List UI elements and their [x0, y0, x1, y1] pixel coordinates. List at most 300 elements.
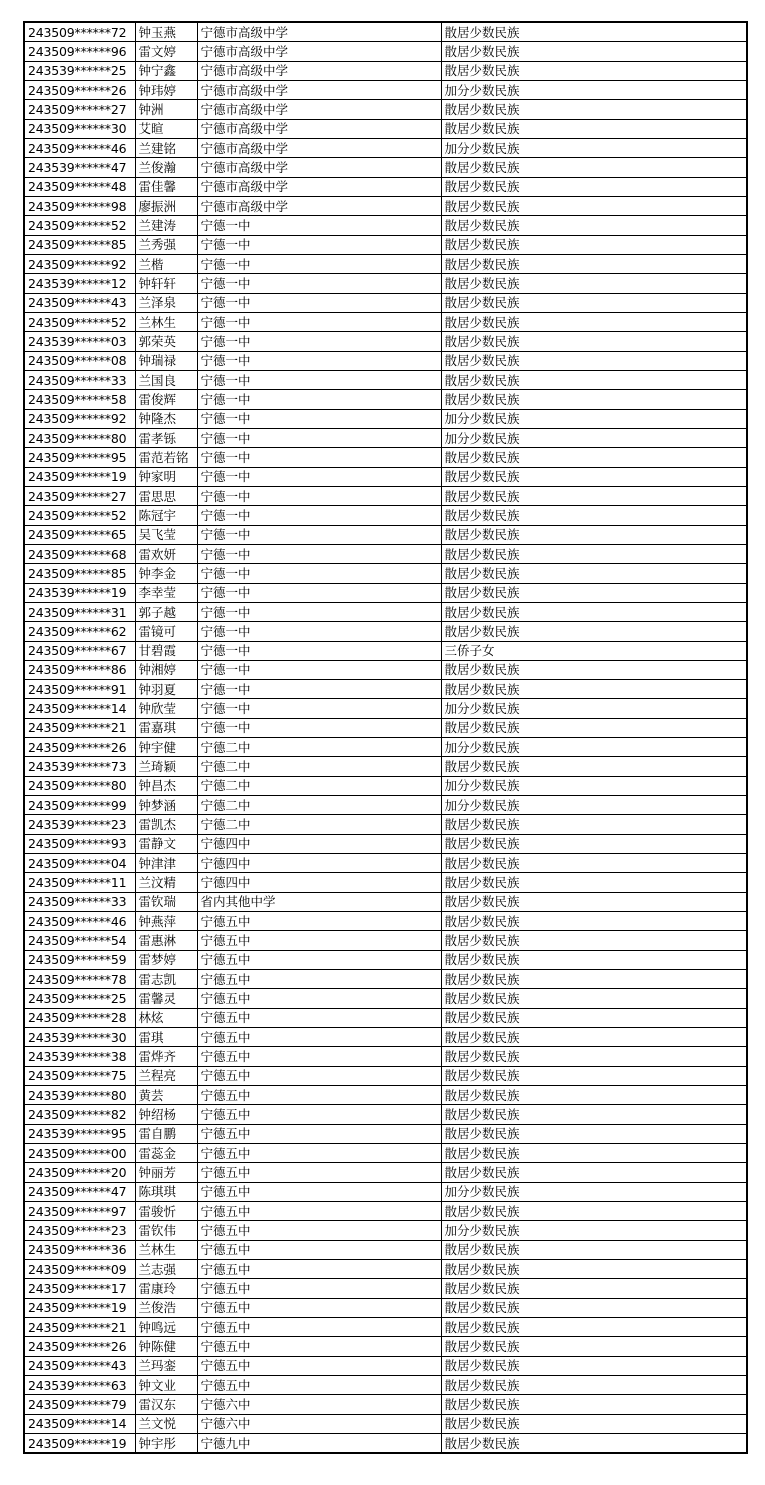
- candidate-id-cell: 243509******46: [24, 912, 135, 931]
- candidate-id-cell: 243509******19: [24, 1298, 135, 1317]
- school-cell: 宁德一中: [197, 622, 441, 641]
- candidate-id-cell: 243509******79: [24, 1395, 135, 1414]
- school-cell: 宁德五中: [197, 989, 441, 1008]
- student-name-cell: 雷范若铭: [135, 448, 197, 467]
- category-cell: 散居少数民族: [441, 1433, 747, 1453]
- table-row: [24, 351, 747, 370]
- student-name-cell: 雷烨齐: [135, 1047, 197, 1066]
- school-cell: 宁德五中: [197, 1105, 441, 1124]
- category-cell: 散居少数民族: [441, 1124, 747, 1143]
- school-cell: 宁德五中: [197, 1356, 441, 1375]
- school-cell: 宁德一中: [197, 699, 441, 718]
- table-row: [24, 1163, 747, 1182]
- table-row: [24, 42, 747, 61]
- student-name-cell: 钟玉燕: [135, 22, 197, 42]
- category-cell: 加分少数民族: [441, 776, 747, 795]
- category-cell: 散居少数民族: [441, 989, 747, 1008]
- student-name-cell: 兰琦颖: [135, 757, 197, 776]
- category-cell: 散居少数民族: [441, 564, 747, 583]
- candidate-id-cell: 243509******00: [24, 1144, 135, 1163]
- student-name-cell: 钟梦涵: [135, 796, 197, 815]
- school-cell: 宁德二中: [197, 757, 441, 776]
- student-name-cell: 雷骏忻: [135, 1202, 197, 1221]
- student-name-cell: 兰文悦: [135, 1414, 197, 1433]
- student-name-cell: 钟隆杰: [135, 409, 197, 428]
- table-row: [24, 989, 747, 1008]
- candidate-id-cell: 243539******25: [24, 61, 135, 80]
- student-name-cell: 钟李金: [135, 564, 197, 583]
- school-cell: 宁德五中: [197, 1144, 441, 1163]
- category-cell: 散居少数民族: [441, 970, 747, 989]
- candidate-id-cell: 243539******80: [24, 1086, 135, 1105]
- candidate-id-cell: 243509******59: [24, 950, 135, 969]
- category-cell: 散居少数民族: [441, 660, 747, 679]
- school-cell: 宁德市高级中学: [197, 22, 441, 42]
- student-name-cell: 吴飞莹: [135, 525, 197, 544]
- table-row: [24, 61, 747, 80]
- student-name-cell: 雷志凯: [135, 970, 197, 989]
- category-cell: 加分少数民族: [441, 699, 747, 718]
- table-row: [24, 100, 747, 119]
- school-cell: 宁德一中: [197, 351, 441, 370]
- school-cell: 宁德六中: [197, 1395, 441, 1414]
- student-name-cell: 兰俊浩: [135, 1298, 197, 1317]
- school-cell: 宁德二中: [197, 776, 441, 795]
- student-name-cell: 钟昌杰: [135, 776, 197, 795]
- category-cell: 加分少数民族: [441, 1221, 747, 1240]
- student-name-cell: 雷嘉琪: [135, 718, 197, 737]
- school-cell: 宁德五中: [197, 1240, 441, 1259]
- table-row: [24, 1433, 747, 1453]
- student-name-cell: 兰玛銮: [135, 1356, 197, 1375]
- candidate-id-cell: 243509******85: [24, 564, 135, 583]
- candidate-id-cell: 243509******52: [24, 216, 135, 235]
- table-row: [24, 467, 747, 486]
- school-cell: 宁德一中: [197, 370, 441, 389]
- table-row: [24, 680, 747, 699]
- student-name-cell: 雷自鹏: [135, 1124, 197, 1143]
- table-row: [24, 718, 747, 737]
- table-row: [24, 196, 747, 215]
- candidate-id-cell: 243509******27: [24, 100, 135, 119]
- category-cell: 散居少数民族: [441, 312, 747, 331]
- category-cell: 散居少数民族: [441, 274, 747, 293]
- table-row: [24, 1375, 747, 1394]
- student-name-cell: 雷佳馨: [135, 177, 197, 196]
- category-cell: 散居少数民族: [441, 1240, 747, 1259]
- student-name-cell: 钟宁鑫: [135, 61, 197, 80]
- school-cell: 宁德一中: [197, 602, 441, 621]
- category-cell: 散居少数民族: [441, 448, 747, 467]
- category-cell: 散居少数民族: [441, 506, 747, 525]
- category-cell: 加分少数民族: [441, 80, 747, 99]
- school-cell: 宁德一中: [197, 506, 441, 525]
- table-row: [24, 1260, 747, 1279]
- candidate-id-cell: 243509******27: [24, 486, 135, 505]
- table-row: [24, 854, 747, 873]
- category-cell: 散居少数民族: [441, 370, 747, 389]
- category-cell: 散居少数民族: [441, 525, 747, 544]
- category-cell: 散居少数民族: [441, 1395, 747, 1414]
- table-row: [24, 834, 747, 853]
- school-cell: 宁德二中: [197, 815, 441, 834]
- candidate-id-cell: 243509******93: [24, 834, 135, 853]
- candidate-id-cell: 243509******85: [24, 235, 135, 254]
- candidate-id-cell: 243509******52: [24, 312, 135, 331]
- school-cell: 宁德四中: [197, 834, 441, 853]
- candidate-id-cell: 243509******31: [24, 602, 135, 621]
- category-cell: 散居少数民族: [441, 177, 747, 196]
- student-name-cell: 钟津津: [135, 854, 197, 873]
- school-cell: 宁德市高级中学: [197, 80, 441, 99]
- student-name-cell: 雷俊辉: [135, 390, 197, 409]
- category-cell: 散居少数民族: [441, 1298, 747, 1317]
- school-cell: 宁德五中: [197, 1317, 441, 1336]
- candidate-id-cell: 243509******43: [24, 293, 135, 312]
- category-cell: 散居少数民族: [441, 1279, 747, 1298]
- student-name-cell: 李幸莹: [135, 583, 197, 602]
- student-name-cell: 兰建铭: [135, 138, 197, 157]
- student-name-cell: 钟玮婷: [135, 80, 197, 99]
- candidate-id-cell: 243509******25: [24, 989, 135, 1008]
- candidate-id-cell: 243509******82: [24, 1105, 135, 1124]
- table-row: [24, 1124, 747, 1143]
- table-row: [24, 602, 747, 621]
- candidate-id-cell: 243509******97: [24, 1202, 135, 1221]
- student-name-cell: 甘碧霞: [135, 641, 197, 660]
- student-name-cell: 兰俊瀚: [135, 158, 197, 177]
- school-cell: 宁德五中: [197, 1047, 441, 1066]
- school-cell: 宁德五中: [197, 1008, 441, 1027]
- candidate-id-cell: 243539******47: [24, 158, 135, 177]
- student-name-cell: 雷惠淋: [135, 931, 197, 950]
- school-cell: 宁德一中: [197, 680, 441, 699]
- category-cell: 散居少数民族: [441, 486, 747, 505]
- student-name-cell: 兰楷: [135, 254, 197, 273]
- candidate-id-cell: 243509******09: [24, 1260, 135, 1279]
- school-cell: 宁德五中: [197, 1163, 441, 1182]
- student-name-cell: 林炫: [135, 1008, 197, 1027]
- student-name-cell: 郭子越: [135, 602, 197, 621]
- category-cell: 散居少数民族: [441, 42, 747, 61]
- student-name-cell: 钟燕萍: [135, 912, 197, 931]
- school-cell: 宁德四中: [197, 854, 441, 873]
- candidate-id-cell: 243539******95: [24, 1124, 135, 1143]
- table-row: [24, 622, 747, 641]
- category-cell: 散居少数民族: [441, 61, 747, 80]
- table-row: [24, 119, 747, 138]
- student-name-cell: 雷钦瑞: [135, 892, 197, 911]
- table-row: [24, 1028, 747, 1047]
- school-cell: 宁德一中: [197, 486, 441, 505]
- candidate-id-cell: 243509******36: [24, 1240, 135, 1259]
- category-cell: 散居少数民族: [441, 718, 747, 737]
- table-row: [24, 158, 747, 177]
- school-cell: 宁德五中: [197, 1182, 441, 1201]
- category-cell: 散居少数民族: [441, 158, 747, 177]
- category-cell: 散居少数民族: [441, 1105, 747, 1124]
- candidate-id-cell: 243509******67: [24, 641, 135, 660]
- table-row: [24, 931, 747, 950]
- student-name-cell: 雷汉东: [135, 1395, 197, 1414]
- school-cell: 宁德五中: [197, 931, 441, 950]
- school-cell: 宁德五中: [197, 1279, 441, 1298]
- table-row: [24, 738, 747, 757]
- candidate-id-cell: 243509******47: [24, 1182, 135, 1201]
- category-cell: 散居少数民族: [441, 950, 747, 969]
- table-row: [24, 1008, 747, 1027]
- candidate-id-cell: 243509******98: [24, 196, 135, 215]
- category-cell: 散居少数民族: [441, 293, 747, 312]
- table-row: [24, 1317, 747, 1336]
- table-row: [24, 409, 747, 428]
- student-name-cell: 钟鸣远: [135, 1317, 197, 1336]
- category-cell: 加分少数民族: [441, 138, 747, 157]
- candidate-id-cell: 243509******43: [24, 1356, 135, 1375]
- candidate-id-cell: 243509******48: [24, 177, 135, 196]
- category-cell: 散居少数民族: [441, 912, 747, 931]
- school-cell: 宁德五中: [197, 1337, 441, 1356]
- table-row: [24, 254, 747, 273]
- table-row: [24, 815, 747, 834]
- candidate-id-cell: 243509******23: [24, 1221, 135, 1240]
- candidate-id-cell: 243509******58: [24, 390, 135, 409]
- school-cell: 宁德一中: [197, 583, 441, 602]
- table-row: [24, 1395, 747, 1414]
- candidate-id-cell: 243509******19: [24, 1433, 135, 1453]
- candidate-id-cell: 243539******03: [24, 332, 135, 351]
- candidate-id-cell: 243539******19: [24, 583, 135, 602]
- table-row: [24, 332, 747, 351]
- student-name-cell: 廖振洲: [135, 196, 197, 215]
- category-cell: 散居少数民族: [441, 1086, 747, 1105]
- student-name-cell: 兰林生: [135, 312, 197, 331]
- table-row: [24, 544, 747, 563]
- school-cell: 宁德九中: [197, 1433, 441, 1453]
- category-cell: 散居少数民族: [441, 931, 747, 950]
- school-cell: 宁德一中: [197, 409, 441, 428]
- student-name-cell: 雷欢妍: [135, 544, 197, 563]
- category-cell: 加分少数民族: [441, 428, 747, 447]
- category-cell: 加分少数民族: [441, 409, 747, 428]
- student-name-cell: 钟洲: [135, 100, 197, 119]
- student-name-cell: 兰泽泉: [135, 293, 197, 312]
- student-name-cell: 雷康玲: [135, 1279, 197, 1298]
- candidate-id-cell: 243509******26: [24, 80, 135, 99]
- school-cell: 宁德二中: [197, 738, 441, 757]
- school-cell: 宁德市高级中学: [197, 158, 441, 177]
- table-row: [24, 1144, 747, 1163]
- school-cell: 宁德一中: [197, 428, 441, 447]
- category-cell: 散居少数民族: [441, 351, 747, 370]
- candidate-id-cell: 243509******72: [24, 22, 135, 42]
- table-row: [24, 525, 747, 544]
- school-cell: 宁德五中: [197, 950, 441, 969]
- category-cell: 散居少数民族: [441, 815, 747, 834]
- category-cell: 散居少数民族: [441, 254, 747, 273]
- category-cell: 散居少数民族: [441, 680, 747, 699]
- candidate-id-cell: 243509******75: [24, 1066, 135, 1085]
- candidate-id-cell: 243509******86: [24, 660, 135, 679]
- category-cell: 散居少数民族: [441, 1028, 747, 1047]
- student-name-cell: 兰国良: [135, 370, 197, 389]
- candidate-id-cell: 243509******33: [24, 892, 135, 911]
- category-cell: 散居少数民族: [441, 544, 747, 563]
- category-cell: 散居少数民族: [441, 873, 747, 892]
- school-cell: 宁德市高级中学: [197, 119, 441, 138]
- table-row: [24, 312, 747, 331]
- school-cell: 宁德一中: [197, 641, 441, 660]
- table-row: [24, 950, 747, 969]
- school-cell: 宁德五中: [197, 912, 441, 931]
- school-cell: 宁德市高级中学: [197, 42, 441, 61]
- category-cell: 散居少数民族: [441, 100, 747, 119]
- school-cell: 宁德市高级中学: [197, 138, 441, 157]
- category-cell: 散居少数民族: [441, 834, 747, 853]
- category-cell: 散居少数民族: [441, 235, 747, 254]
- table-row: [24, 1221, 747, 1240]
- table-row: [24, 293, 747, 312]
- table-row: [24, 1066, 747, 1085]
- table-row: [24, 641, 747, 660]
- table-row: [24, 583, 747, 602]
- school-cell: 宁德一中: [197, 274, 441, 293]
- table-row: [24, 776, 747, 795]
- table-row: [24, 274, 747, 293]
- school-cell: 省内其他中学: [197, 892, 441, 911]
- table-row: [24, 699, 747, 718]
- category-cell: 散居少数民族: [441, 1375, 747, 1394]
- student-name-cell: 艾暄: [135, 119, 197, 138]
- category-cell: 散居少数民族: [441, 1260, 747, 1279]
- school-cell: 宁德一中: [197, 564, 441, 583]
- table-row: [24, 660, 747, 679]
- student-name-cell: 雷馨灵: [135, 989, 197, 1008]
- school-cell: 宁德五中: [197, 1260, 441, 1279]
- school-cell: 宁德一中: [197, 235, 441, 254]
- school-cell: 宁德市高级中学: [197, 196, 441, 215]
- school-cell: 宁德一中: [197, 544, 441, 563]
- table-row: [24, 892, 747, 911]
- table-row: [24, 1279, 747, 1298]
- school-cell: 宁德五中: [197, 1298, 441, 1317]
- table-row: [24, 1240, 747, 1259]
- candidate-id-cell: 243539******30: [24, 1028, 135, 1047]
- student-name-cell: 兰志强: [135, 1260, 197, 1279]
- table-row: [24, 448, 747, 467]
- student-name-cell: 钟轩轩: [135, 274, 197, 293]
- student-name-cell: 雷思思: [135, 486, 197, 505]
- table-row: [24, 796, 747, 815]
- school-cell: 宁德五中: [197, 1202, 441, 1221]
- student-name-cell: 雷琪: [135, 1028, 197, 1047]
- student-name-cell: 雷凯杰: [135, 815, 197, 834]
- category-cell: 散居少数民族: [441, 216, 747, 235]
- student-name-cell: 雷镜可: [135, 622, 197, 641]
- candidate-id-cell: 243509******21: [24, 1317, 135, 1336]
- school-cell: 宁德五中: [197, 1124, 441, 1143]
- school-cell: 宁德一中: [197, 718, 441, 737]
- school-cell: 宁德一中: [197, 216, 441, 235]
- candidate-id-cell: 243509******26: [24, 1337, 135, 1356]
- school-cell: 宁德五中: [197, 1028, 441, 1047]
- school-cell: 宁德一中: [197, 467, 441, 486]
- candidate-id-cell: 243509******62: [24, 622, 135, 641]
- category-cell: 散居少数民族: [441, 1337, 747, 1356]
- candidate-id-cell: 243509******14: [24, 699, 135, 718]
- student-name-cell: 黄芸: [135, 1086, 197, 1105]
- school-cell: 宁德市高级中学: [197, 100, 441, 119]
- candidate-id-cell: 243509******08: [24, 351, 135, 370]
- candidate-id-cell: 243509******21: [24, 718, 135, 737]
- category-cell: 散居少数民族: [441, 196, 747, 215]
- candidate-id-cell: 243539******12: [24, 274, 135, 293]
- category-cell: 散居少数民族: [441, 583, 747, 602]
- category-cell: 散居少数民族: [441, 1163, 747, 1182]
- table-row: [24, 428, 747, 447]
- table-row: [24, 235, 747, 254]
- table-row: [24, 22, 747, 42]
- school-cell: 宁德市高级中学: [197, 61, 441, 80]
- category-cell: 散居少数民族: [441, 390, 747, 409]
- category-cell: 散居少数民族: [441, 467, 747, 486]
- student-name-cell: 雷孝铄: [135, 428, 197, 447]
- table-row: [24, 564, 747, 583]
- student-name-cell: 雷梦婷: [135, 950, 197, 969]
- candidate-id-cell: 243509******04: [24, 854, 135, 873]
- category-cell: 散居少数民族: [441, 22, 747, 42]
- student-name-cell: 兰汶精: [135, 873, 197, 892]
- category-cell: 散居少数民族: [441, 602, 747, 621]
- school-cell: 宁德一中: [197, 312, 441, 331]
- school-cell: 宁德五中: [197, 1221, 441, 1240]
- table-row: [24, 486, 747, 505]
- student-name-cell: 兰程亮: [135, 1066, 197, 1085]
- candidate-id-cell: 243509******26: [24, 738, 135, 757]
- school-cell: 宁德二中: [197, 796, 441, 815]
- student-list-table: [23, 21, 748, 1454]
- category-cell: 散居少数民族: [441, 1317, 747, 1336]
- candidate-id-cell: 243509******99: [24, 796, 135, 815]
- candidate-id-cell: 243509******92: [24, 409, 135, 428]
- candidate-id-cell: 243509******54: [24, 931, 135, 950]
- category-cell: 加分少数民族: [441, 1182, 747, 1201]
- table-row: [24, 1182, 747, 1201]
- student-name-cell: 雷蕊金: [135, 1144, 197, 1163]
- candidate-id-cell: 243539******73: [24, 757, 135, 776]
- candidate-id-cell: 243539******38: [24, 1047, 135, 1066]
- category-cell: 散居少数民族: [441, 1356, 747, 1375]
- school-cell: 宁德一中: [197, 660, 441, 679]
- candidate-id-cell: 243509******30: [24, 119, 135, 138]
- table-row: [24, 370, 747, 389]
- student-name-cell: 钟丽芳: [135, 1163, 197, 1182]
- candidate-id-cell: 243509******68: [24, 544, 135, 563]
- candidate-id-cell: 243509******17: [24, 1279, 135, 1298]
- table-row: [24, 1105, 747, 1124]
- school-cell: 宁德一中: [197, 525, 441, 544]
- school-cell: 宁德一中: [197, 293, 441, 312]
- student-name-cell: 陈琪琪: [135, 1182, 197, 1201]
- table-row: [24, 390, 747, 409]
- category-cell: 散居少数民族: [441, 892, 747, 911]
- table-row: [24, 912, 747, 931]
- candidate-id-cell: 243509******28: [24, 1008, 135, 1027]
- student-name-cell: 钟欣莹: [135, 699, 197, 718]
- table-row: [24, 1202, 747, 1221]
- table-row: [24, 1356, 747, 1375]
- student-name-cell: 兰秀强: [135, 235, 197, 254]
